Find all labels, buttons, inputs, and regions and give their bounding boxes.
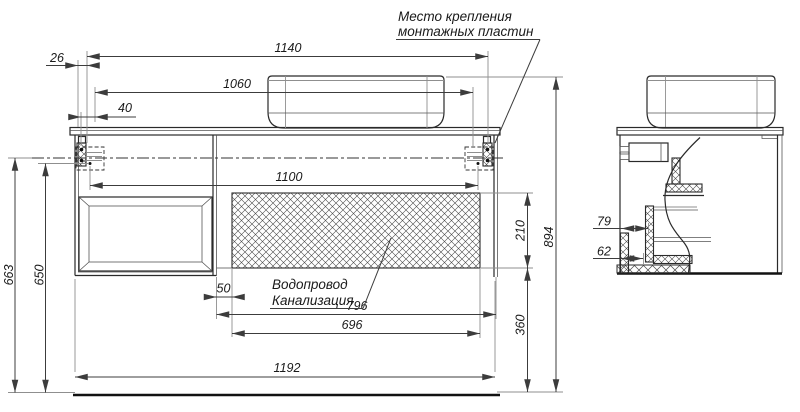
drawer-bottom-section (654, 256, 693, 264)
dim-hatch-height: 210 (513, 220, 528, 241)
dim-top-width: 1140 (274, 41, 302, 55)
side-basin (647, 76, 775, 128)
back-panel-section (621, 233, 629, 273)
plumbing-note-line1: Водопровод (272, 277, 348, 292)
drawer-front-panel (79, 197, 212, 271)
mounting-hole-right (477, 162, 480, 165)
dim-cabinet-width: 1192 (273, 361, 301, 375)
side-mounting-bracket (620, 143, 668, 162)
side-interior-section (620, 138, 711, 274)
plumbing-note-line2: Канализация (272, 293, 354, 308)
shelf-section-horizontal (666, 184, 702, 192)
dim-left-offset: 26 (50, 51, 64, 65)
mounting-hole-left (89, 162, 92, 165)
front-countertop (70, 128, 500, 136)
mounting-plate-right (465, 137, 493, 171)
side-countertop (617, 128, 783, 139)
wall-access-hatch-area (217, 193, 534, 268)
mounting-note-leader (495, 40, 540, 144)
dim-lower-height: 360 (513, 314, 528, 336)
side-cabinet-body (617, 135, 782, 274)
front-basin (268, 76, 444, 128)
dim-hatch-gap: 50 (216, 281, 231, 296)
mounting-plate-left (76, 137, 104, 171)
drawer-back-section (646, 206, 654, 262)
dim-height-to-axis: 663 (2, 264, 16, 286)
dim-overall-height: 894 (542, 226, 556, 248)
dim-hatch-width: 696 (341, 318, 363, 332)
dim-back-gap-bottom: 62 (597, 244, 611, 259)
front-view (32, 76, 533, 395)
shelf-section-vertical (672, 158, 680, 184)
dim-back-gap-top: 79 (597, 214, 611, 229)
section-break-curve (665, 138, 700, 274)
side-view (593, 76, 783, 274)
dim-height-to-hole: 650 (32, 264, 47, 286)
dim-basin-span: 1060 (223, 77, 251, 91)
dim-plate-offset: 40 (118, 101, 132, 115)
dim-opening-width: 796 (346, 299, 368, 313)
mounting-note-line1: Место крепления (398, 9, 512, 24)
dim-mount-span: 1100 (275, 170, 303, 184)
mounting-note-line2: монтажных пластин (398, 24, 534, 39)
